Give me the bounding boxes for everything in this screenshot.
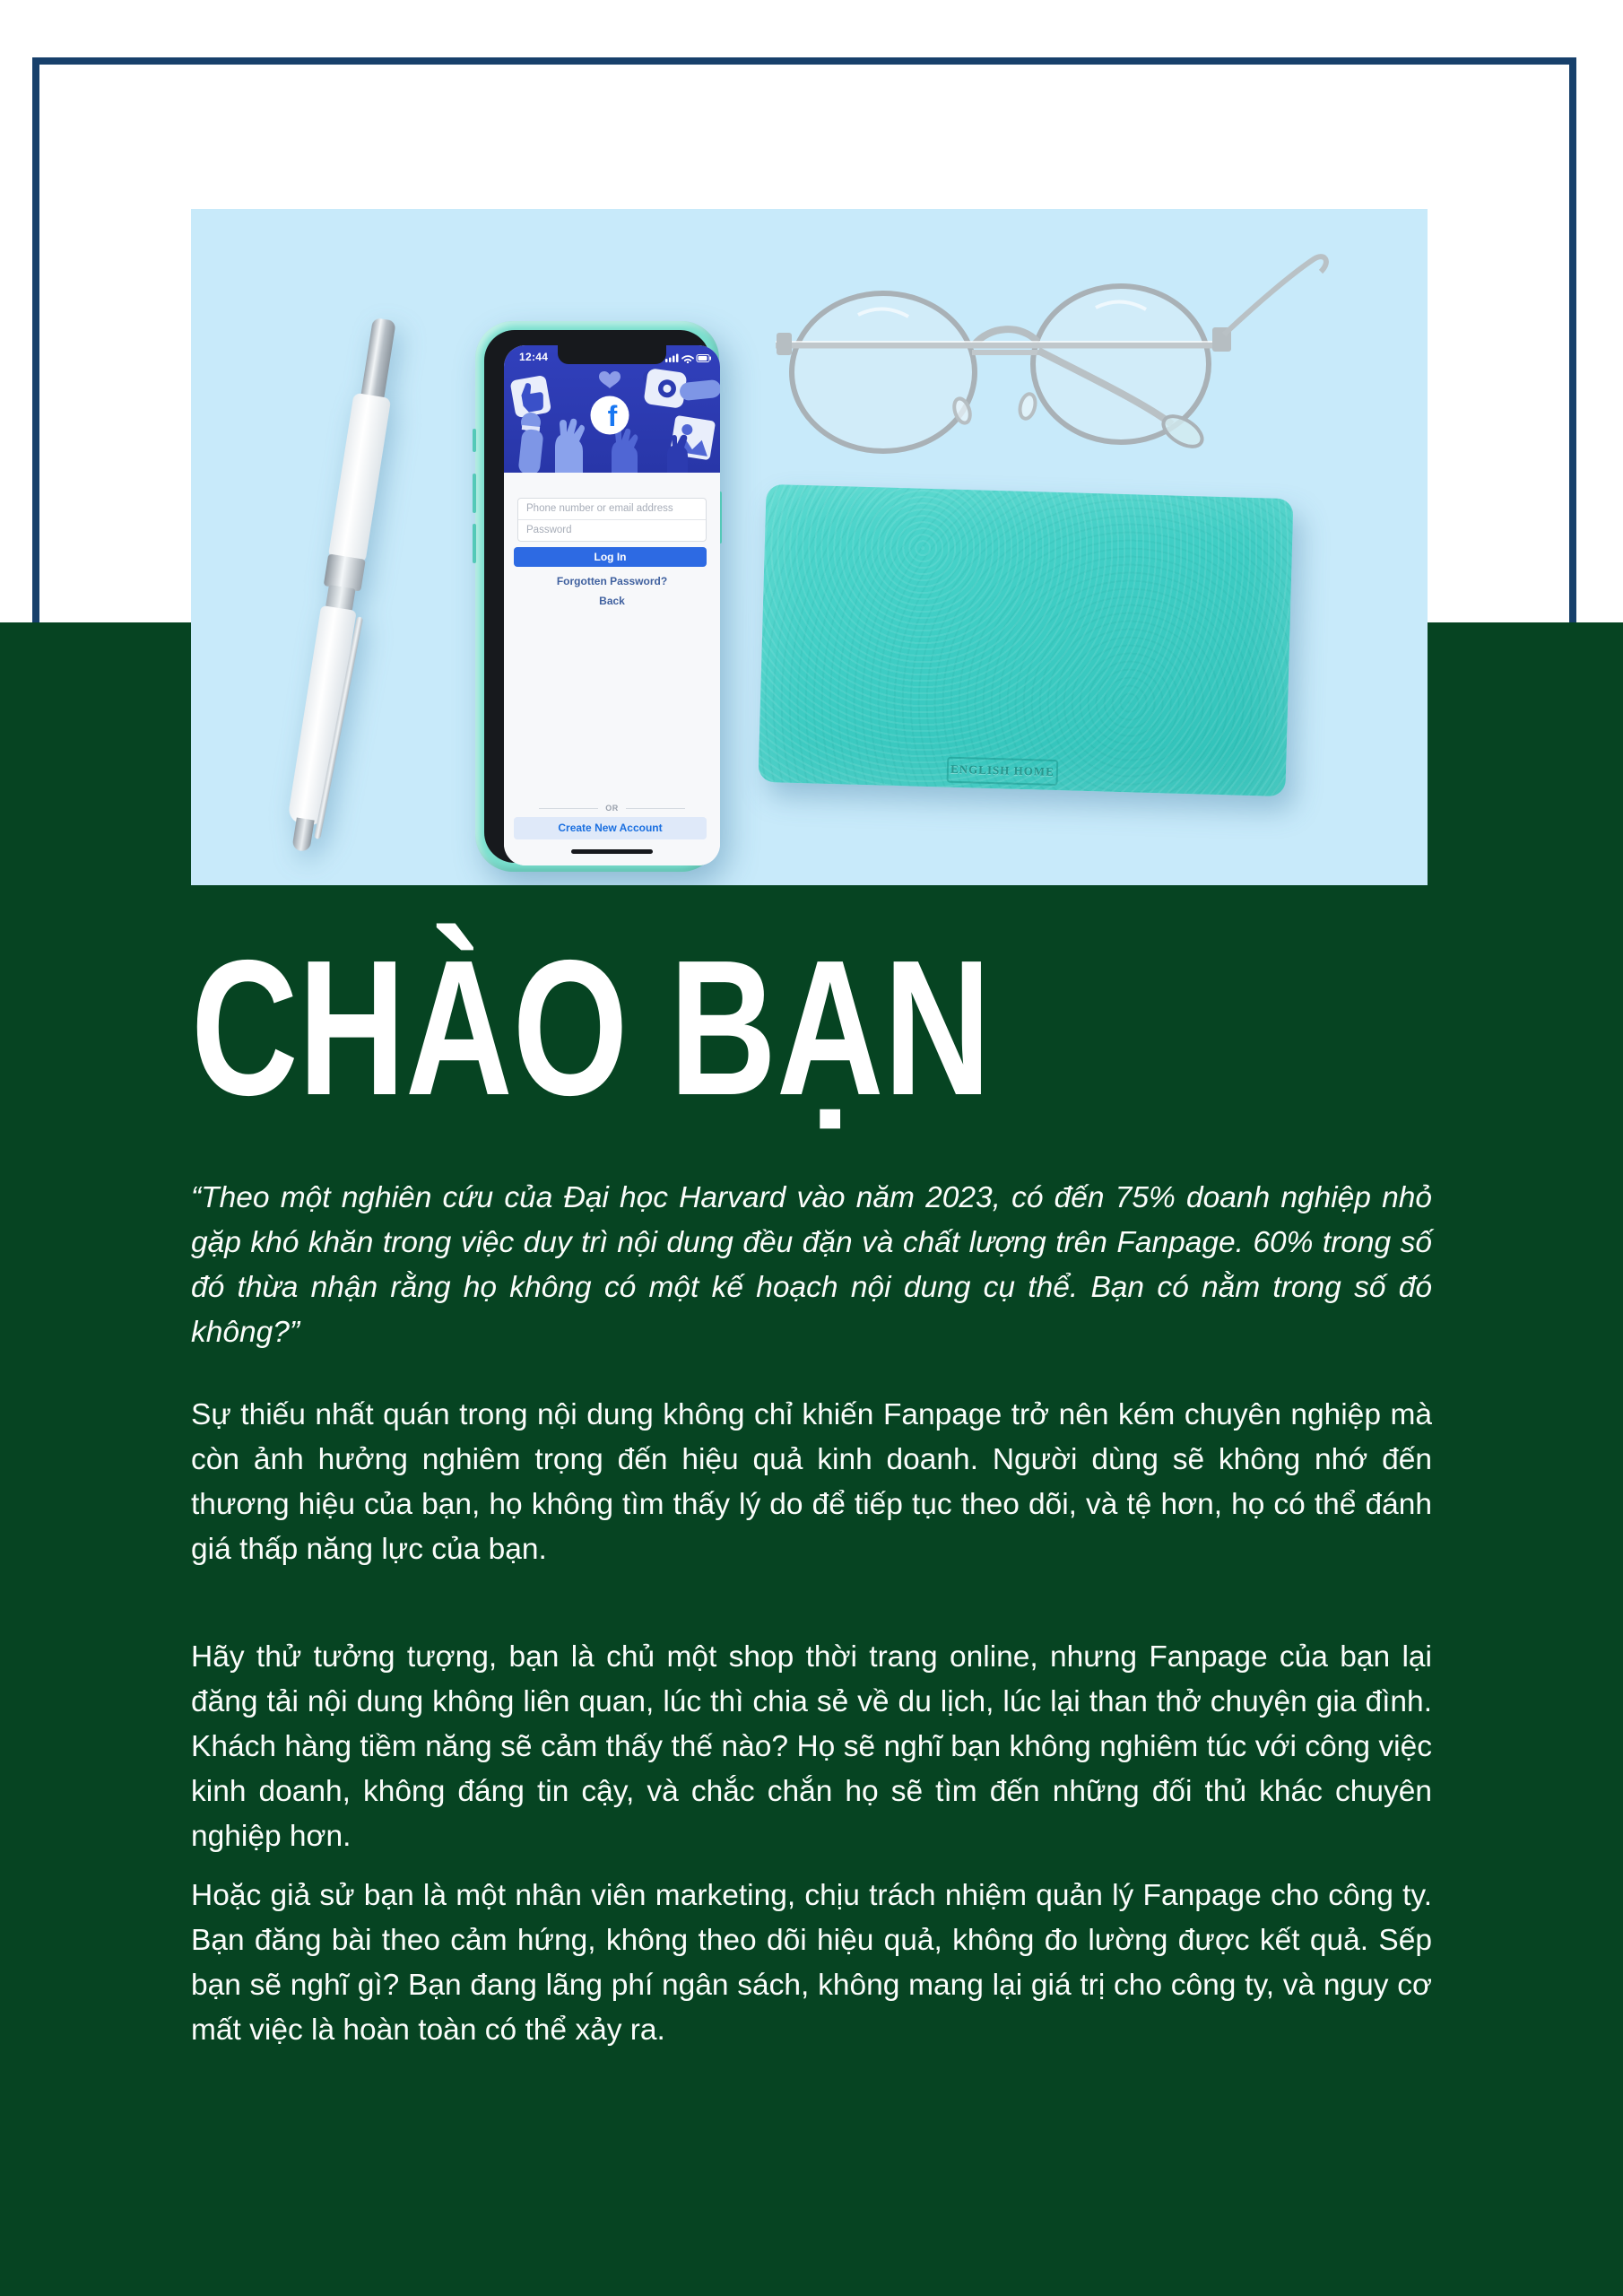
login-button: Log In <box>514 547 707 567</box>
back-link: Back <box>599 595 625 607</box>
paragraph-marketer-example: Hoặc giả sử bạn là một nhân viên marketing, chịu trách nhiệm quản lý Fanpage cho công ty. Bạn đăng bài theo cảm hứng, không theo dõi hiệu quả, không đo lường được kết quả. Sếp bạn sẽ nghĩ gì? Bạn đang lãng phí ngân sách, không mang lại giá trị cho công ty, và nguy cơ mất việc là hoàn toàn có thể xảy ra. <box>191 1878 1432 2047</box>
paragraph-shop-example: Hãy thử tưởng tượng, bạn là chủ một shop thời trang online, nhưng Fanpage của bạn lại đăng tải nội dung không liên quan, lúc thì chia sẻ về du lịch, lúc lại than thở chuyện gia đình. Khách hàng tiềm năng sẽ cảm thấy thế nào? Họ sẽ nghĩ bạn không nghiêm túc với công việc kinh doanh, không đáng tin cậy, và chắc chắn họ sẽ tìm đến những đối thủ khác chuyên nghiệp hơn. <box>191 1639 1432 1853</box>
status-bar-icons <box>664 352 711 368</box>
wifi-icon <box>682 356 693 361</box>
or-divider <box>504 804 720 813</box>
create-account-button: Create New Account <box>514 817 707 839</box>
text-content <box>191 919 1432 2053</box>
hero-photo <box>191 209 1428 885</box>
pouch-texture <box>758 484 1293 796</box>
pen-cap-barrel <box>328 393 392 563</box>
or-divider-label: OR <box>605 804 619 813</box>
pen-tip <box>291 817 314 852</box>
phone-screen <box>504 345 720 865</box>
intro-quote: “Theo một nghiên cứu của Đại học Harvard vào năm 2023, có đến 75% doanh nghiệp nhỏ gặp khó khăn trong việc duy trì nội dung đều đặn và chất lượng trên Fanpage. 60% trong số đó thừa nhận rằng họ không có một kế hoạch nội dung cụ thể. Bạn có nằm trong số đó không?” <box>191 1180 1432 1349</box>
teal-leather-pouch <box>758 484 1293 796</box>
status-bar-time: 12:44 <box>519 351 549 363</box>
svg-text:f: f <box>607 400 618 432</box>
phone-volume-down-button <box>473 524 476 563</box>
forgot-password-link: Forgotten Password? <box>556 575 668 587</box>
paragraph-consistency: Sự thiếu nhất quán trong nội dung không chỉ khiến Fanpage trở nên kém chuyên nghiệp mà còn ảnh hưởng nghiêm trọng đến hiệu quả kinh doanh. Người dùng sẽ không nhớ đến thương hiệu của bạn, họ không tìm thấy lý do để tiếp tục theo dõi, và tệ hơn, họ có thể đánh giá thấp năng lực của bạn. <box>191 1397 1432 1566</box>
phone-volume-up-button <box>473 474 476 513</box>
mint-iphone <box>475 321 719 872</box>
like-card-icon <box>509 375 551 418</box>
password-field: Password <box>518 519 706 541</box>
home-indicator <box>571 849 653 854</box>
page-title: CHÀO BẠN <box>191 919 992 1135</box>
signal-icon <box>665 354 679 363</box>
phone-mute-switch <box>473 429 476 452</box>
facebook-logo-icon <box>591 396 629 435</box>
raised-hand-icon <box>612 429 638 473</box>
facebook-login-form <box>504 473 720 865</box>
white-pen <box>282 317 403 854</box>
pouch-brand-label: ENGLISH HOME <box>947 757 1059 786</box>
pen-cap-finial <box>360 317 396 403</box>
email-field: Phone number or email address <box>526 503 673 514</box>
phone-bezel <box>484 330 710 863</box>
phone-notch <box>558 345 666 364</box>
battery-icon <box>697 355 711 362</box>
